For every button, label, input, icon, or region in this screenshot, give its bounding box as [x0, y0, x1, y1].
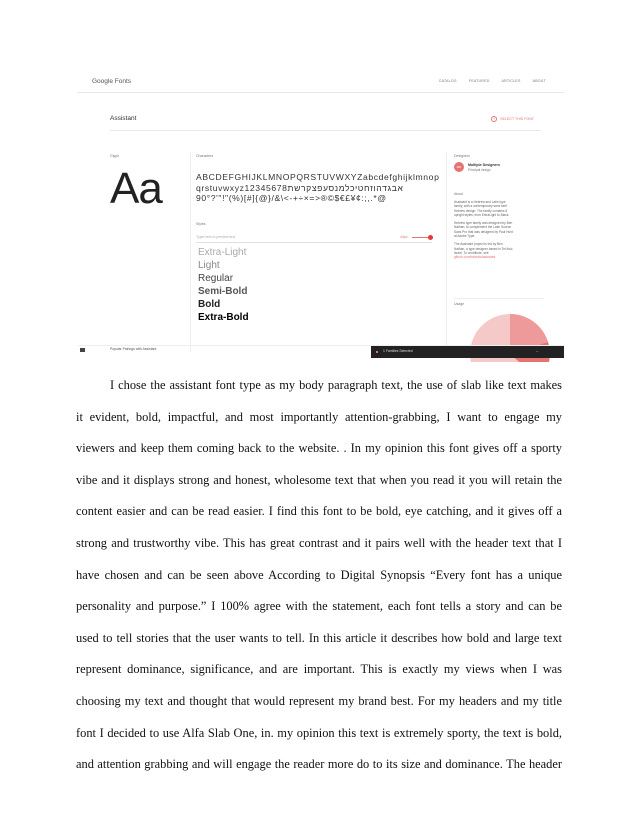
divider [110, 130, 540, 131]
designers-label: Designers [454, 154, 470, 158]
site-header [78, 72, 564, 93]
about-label: About [454, 192, 464, 196]
nav-articles[interactable]: ARTICLES [501, 79, 521, 83]
nav-catalog[interactable]: CATALOG [438, 79, 457, 83]
paragraph-line: I chose the assistant font type as my body paragraph text, the use of slab like text makes [110, 378, 562, 392]
glyph-label: Glyph [110, 154, 120, 158]
style-light: Light [198, 260, 220, 271]
paragraph-line: used to tell stories that the user wants to tell. In this article it describes how bold and large text [76, 630, 562, 645]
designer-name: Multiple Designers [468, 163, 500, 167]
plus-circle-icon: + [493, 116, 496, 121]
select-font-button[interactable] [491, 116, 534, 122]
column-divider [446, 152, 447, 352]
top-nav [439, 79, 546, 83]
paragraph-line: personality and purpose.” I 100% agree with the statement, each font tells a story and can be [76, 599, 562, 614]
style-semi-bold: Semi-Bold [198, 286, 248, 297]
paragraph-line: have chosen and can be seen above According to Digital Synopsis “Every font has a unique [76, 567, 562, 582]
flag-icon[interactable] [80, 348, 85, 352]
paragraph-line: represent dominance, significance, and are important. This is exactly my views when I was [76, 662, 562, 677]
paragraph-line: it evident, bold, impactful, and most importantly attention-grabbing, I want to engage my [76, 409, 562, 424]
usage-label: Usage [454, 302, 465, 306]
about-line: Hebrew type family was designed by Ben [454, 221, 513, 226]
about-line: family, with a contemporary sans serif [454, 204, 508, 209]
character-row: 90°?'"!"(%)[#]{@}/&\<-+÷×=>®©$€£¥¢:;,.*@ [196, 193, 387, 203]
about-line: Nathan, a type designer based in Tel Aviv, [454, 246, 514, 251]
style-extra-light: Extra-Light [198, 247, 247, 258]
logo[interactable]: Google Fonts [92, 78, 132, 85]
popular-pairings-label[interactable]: Popular Pairings with Assistant [110, 347, 157, 351]
nav-featured[interactable]: FEATURED [468, 79, 490, 83]
about-line: Hebrew design. The family contains 6 [454, 208, 508, 213]
about-line: Sans Pro that was designed by Paul Hunt [454, 229, 513, 234]
about-line: Israel. To contribute, see [454, 250, 489, 255]
about-line: at Adobe Type. [454, 234, 476, 239]
minimize-icon[interactable]: – [536, 348, 539, 353]
size-slider-handle[interactable] [428, 235, 433, 240]
divider [454, 298, 544, 299]
about-text [454, 200, 544, 260]
preview-input-underline [196, 242, 432, 243]
about-line: The Assistant project is led by Ben [454, 242, 503, 247]
about-line: Assistant is a Hebrew and Latin type [454, 200, 506, 204]
characters-label: Characters [196, 154, 214, 158]
about-line: upright styles, from ExtraLight to Black. [454, 212, 510, 217]
paragraph-line: choosing my text and thought that would represent my brand best. For my headers and my title [76, 693, 562, 708]
drawer-indicator-icon [376, 351, 378, 353]
character-row: qrstuvwxyzאבגדהוזחטיכלמנסעפצקרשת12345678 [196, 182, 404, 193]
about-link[interactable]: github.com/hafontia/assistant [454, 255, 496, 260]
glyph-sample: Aa [110, 164, 162, 213]
about-line: Nathan; to complement the Latin Source [454, 225, 512, 230]
preview-text-input[interactable]: Type here to preview text [196, 235, 236, 239]
select-font-label: SELECT THIS FONT [500, 117, 534, 121]
style-extra-bold: Extra-Bold [198, 312, 249, 323]
column-divider [190, 152, 191, 352]
character-set [196, 172, 476, 204]
style-regular: Regular [198, 273, 234, 284]
paragraph-line: strong and trustworthy vibe. This has great contrast and it pairs well with the header text that I [76, 535, 562, 550]
nav-about[interactable]: ABOUT [532, 79, 546, 83]
styles-list [198, 246, 249, 324]
size-value: 40px [400, 235, 408, 239]
designer-role: Principal design [468, 168, 491, 172]
paragraph-line: content easier and can be read easier. I find this font to be bold, eye catching, and it gives off a [76, 504, 562, 519]
body-paragraph [76, 378, 562, 789]
avatar: MD [454, 162, 464, 172]
style-bold: Bold [198, 299, 221, 310]
paragraph-line: font I decided to use Alfa Slab One, in. my opinion this text is extremely sporty, the text is bold, [76, 725, 562, 740]
paragraph-line: viewers and keep them coming back to the website. . In my opinion this font gives off a sporty [76, 441, 562, 456]
paragraph-line: vibe and it displays strong and honest, wholesome text that when you read it you will retain the [76, 472, 562, 487]
font-title: Assistant [110, 115, 137, 122]
families-selected-label: 1 Families Selected [383, 349, 413, 353]
styles-label: Styles [196, 222, 206, 226]
embedded-screenshot [78, 72, 564, 362]
character-row: ABCDEFGHIJKLMNOPQRSTUVWXYZabcdefghijklmnop [196, 172, 440, 182]
paragraph-line: and attention grabbing and will engage the reader more do to its size and dominance. The header [76, 757, 562, 772]
